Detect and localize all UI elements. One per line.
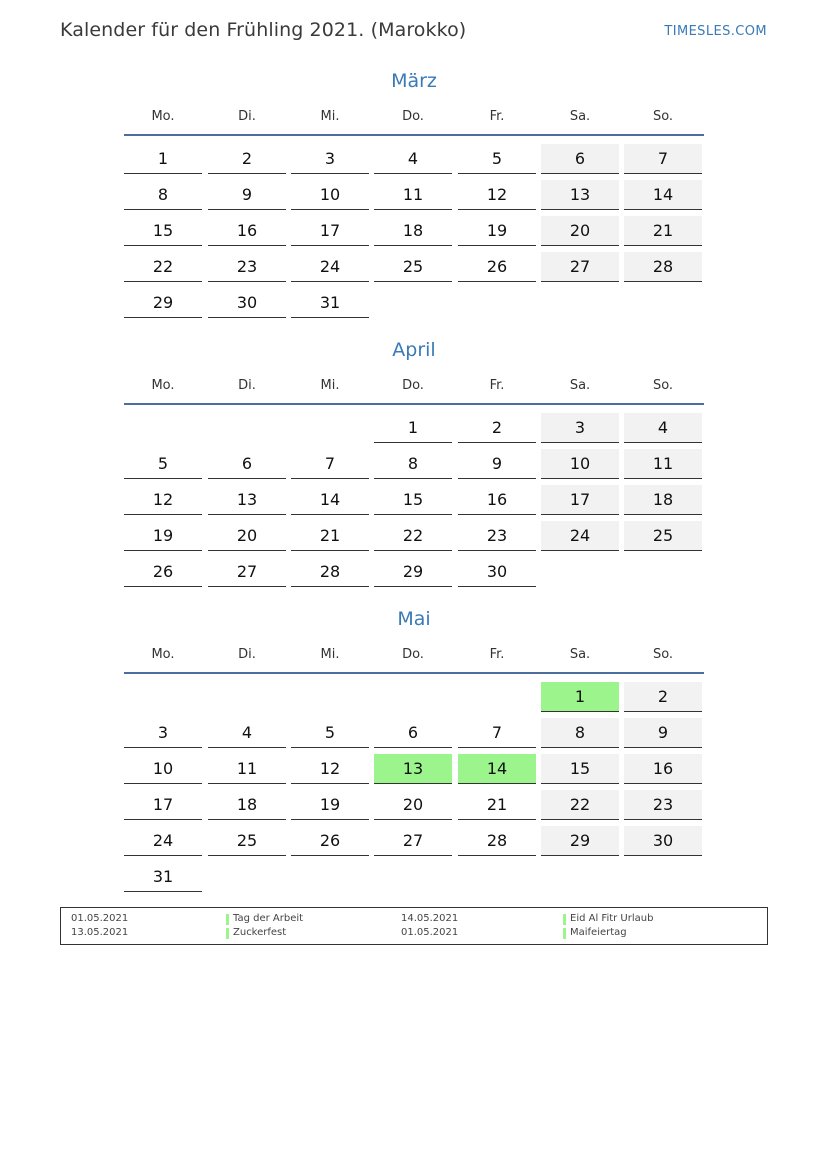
weekday-label: Sa.	[569, 647, 591, 662]
day-cell[interactable]: 25	[624, 521, 702, 551]
month-title: Mai	[397, 608, 431, 630]
day-cell[interactable]: 22	[124, 252, 202, 282]
day-cell[interactable]: 15	[374, 485, 452, 515]
day-cell[interactable]: 12	[458, 180, 536, 210]
day-cell[interactable]: 22	[541, 790, 619, 820]
day-cell[interactable]: 19	[124, 521, 202, 551]
day-cell[interactable]: 26	[458, 252, 536, 282]
day-cell[interactable]: 23	[624, 790, 702, 820]
weekday-label: Do.	[402, 378, 424, 393]
day-cell[interactable]: 2	[208, 144, 286, 174]
day-cell[interactable]: 6	[374, 718, 452, 748]
day-cell[interactable]: 26	[291, 826, 369, 856]
day-cell[interactable]: 16	[624, 754, 702, 784]
day-cell[interactable]: 6	[208, 449, 286, 479]
page-title: Kalender für den Frühling 2021. (Marokko)	[60, 19, 467, 41]
day-cell[interactable]: 14	[291, 485, 369, 515]
day-cell[interactable]: 9	[208, 180, 286, 210]
month-title: März	[391, 70, 437, 92]
day-cell[interactable]: 2	[624, 682, 702, 712]
header-divider	[124, 403, 704, 405]
day-cell[interactable]: 10	[124, 754, 202, 784]
day-cell[interactable]: 12	[291, 754, 369, 784]
day-cell[interactable]: 19	[458, 216, 536, 246]
legend-name-2: Zuckerfest	[233, 927, 287, 938]
day-cell[interactable]: 27	[541, 252, 619, 282]
weekday-label: Sa.	[569, 378, 591, 393]
legend-marker-4	[563, 928, 566, 939]
day-cell[interactable]: 14	[624, 180, 702, 210]
day-cell[interactable]: 11	[374, 180, 452, 210]
day-cell[interactable]: 16	[208, 216, 286, 246]
day-cell[interactable]: 1	[541, 682, 619, 712]
day-cell[interactable]: 5	[124, 449, 202, 479]
day-cell[interactable]: 31	[124, 862, 202, 892]
legend-marker-3	[563, 914, 566, 925]
day-cell[interactable]: 13	[541, 180, 619, 210]
legend-name-1: Tag der Arbeit	[233, 913, 304, 924]
header-divider	[124, 134, 704, 136]
weekday-label: So.	[652, 109, 674, 124]
weekday-label: Mo.	[151, 647, 175, 662]
day-cell[interactable]: 14	[458, 754, 536, 784]
day-cell[interactable]: 30	[208, 288, 286, 318]
day-cell[interactable]: 17	[124, 790, 202, 820]
day-cell[interactable]: 3	[124, 718, 202, 748]
day-cell[interactable]: 21	[458, 790, 536, 820]
day-cell[interactable]: 21	[291, 521, 369, 551]
day-cell[interactable]: 19	[291, 790, 369, 820]
day-cell[interactable]: 24	[124, 826, 202, 856]
weekday-label: Di.	[238, 109, 256, 124]
weekday-label: So.	[652, 378, 674, 393]
day-cell[interactable]: 28	[291, 557, 369, 587]
day-cell[interactable]: 9	[624, 718, 702, 748]
day-cell[interactable]: 26	[124, 557, 202, 587]
day-cell[interactable]: 12	[124, 485, 202, 515]
day-cell[interactable]: 25	[374, 252, 452, 282]
weekday-header	[124, 109, 704, 129]
weekday-label: Sa.	[569, 109, 591, 124]
day-cell[interactable]: 23	[208, 252, 286, 282]
legend-date-2: 13.05.2021	[71, 927, 129, 938]
day-cell[interactable]: 1	[374, 413, 452, 443]
legend-marker-2	[226, 928, 229, 939]
day-cell[interactable]: 31	[291, 288, 369, 318]
day-cell[interactable]: 13	[208, 485, 286, 515]
header-divider	[124, 672, 704, 674]
day-cell[interactable]: 24	[541, 521, 619, 551]
weekday-label: Fr.	[489, 109, 505, 124]
day-cell[interactable]: 6	[541, 144, 619, 174]
weekday-label: So.	[652, 647, 674, 662]
day-cell[interactable]: 4	[374, 144, 452, 174]
day-cell[interactable]: 7	[624, 144, 702, 174]
day-cell[interactable]: 18	[374, 216, 452, 246]
weekday-label: Mo.	[151, 109, 175, 124]
day-cell[interactable]: 4	[208, 718, 286, 748]
weekday-label: Do.	[402, 647, 424, 662]
day-cell[interactable]: 25	[208, 826, 286, 856]
day-cell[interactable]: 24	[291, 252, 369, 282]
day-cell[interactable]: 21	[624, 216, 702, 246]
weekday-label: Fr.	[489, 378, 505, 393]
day-cell[interactable]: 30	[458, 557, 536, 587]
day-cell[interactable]: 27	[208, 557, 286, 587]
weekday-label: Fr.	[489, 647, 505, 662]
day-cell[interactable]: 4	[624, 413, 702, 443]
day-cell[interactable]: 3	[291, 144, 369, 174]
weekday-label: Di.	[238, 378, 256, 393]
day-cell[interactable]: 17	[291, 216, 369, 246]
day-cell[interactable]: 11	[208, 754, 286, 784]
day-cell[interactable]: 5	[291, 718, 369, 748]
weekday-label: Di.	[238, 647, 256, 662]
day-cell[interactable]: 7	[291, 449, 369, 479]
legend-name-3: Eid Al Fitr Urlaub	[570, 913, 654, 924]
weekday-label: Mi.	[320, 378, 340, 393]
day-cell[interactable]: 28	[458, 826, 536, 856]
day-cell[interactable]: 29	[124, 288, 202, 318]
day-cell[interactable]: 22	[374, 521, 452, 551]
day-cell[interactable]: 20	[541, 216, 619, 246]
day-cell[interactable]: 1	[124, 144, 202, 174]
holiday-legend	[60, 907, 768, 945]
day-cell[interactable]: 15	[541, 754, 619, 784]
day-cell[interactable]: 18	[624, 485, 702, 515]
day-cell[interactable]: 20	[208, 521, 286, 551]
day-cell[interactable]: 7	[458, 718, 536, 748]
weekday-label: Do.	[402, 109, 424, 124]
day-cell[interactable]: 9	[458, 449, 536, 479]
day-cell[interactable]: 29	[541, 826, 619, 856]
day-cell[interactable]: 10	[541, 449, 619, 479]
weekday-label: Mi.	[320, 109, 340, 124]
day-cell[interactable]: 8	[374, 449, 452, 479]
day-cell[interactable]: 30	[624, 826, 702, 856]
day-cell[interactable]: 13	[374, 754, 452, 784]
weekday-header	[124, 378, 704, 398]
weekday-header	[124, 647, 704, 667]
day-cell[interactable]: 23	[458, 521, 536, 551]
weekday-label: Mi.	[320, 647, 340, 662]
day-cell[interactable]: 5	[458, 144, 536, 174]
day-cell[interactable]: 16	[458, 485, 536, 515]
day-cell[interactable]: 11	[624, 449, 702, 479]
day-cell[interactable]: 17	[541, 485, 619, 515]
legend-date-3: 14.05.2021	[401, 913, 459, 924]
day-cell[interactable]: 20	[374, 790, 452, 820]
day-cell[interactable]: 3	[541, 413, 619, 443]
day-cell[interactable]: 27	[374, 826, 452, 856]
weekday-label: Mo.	[151, 378, 175, 393]
day-cell[interactable]: 2	[458, 413, 536, 443]
legend-name-4: Maifeiertag	[570, 927, 627, 938]
day-cell[interactable]: 15	[124, 216, 202, 246]
day-cell[interactable]: 18	[208, 790, 286, 820]
day-cell[interactable]: 28	[624, 252, 702, 282]
month-title: April	[392, 339, 436, 361]
legend-date-1: 01.05.2021	[71, 913, 129, 924]
legend-date-4: 01.05.2021	[401, 927, 459, 938]
legend-marker-1	[226, 914, 229, 925]
day-cell[interactable]: 29	[374, 557, 452, 587]
day-cell[interactable]: 8	[541, 718, 619, 748]
day-cell[interactable]: 8	[124, 180, 202, 210]
day-cell[interactable]: 10	[291, 180, 369, 210]
brand-link[interactable]: TIMESLES.COM	[664, 24, 767, 39]
